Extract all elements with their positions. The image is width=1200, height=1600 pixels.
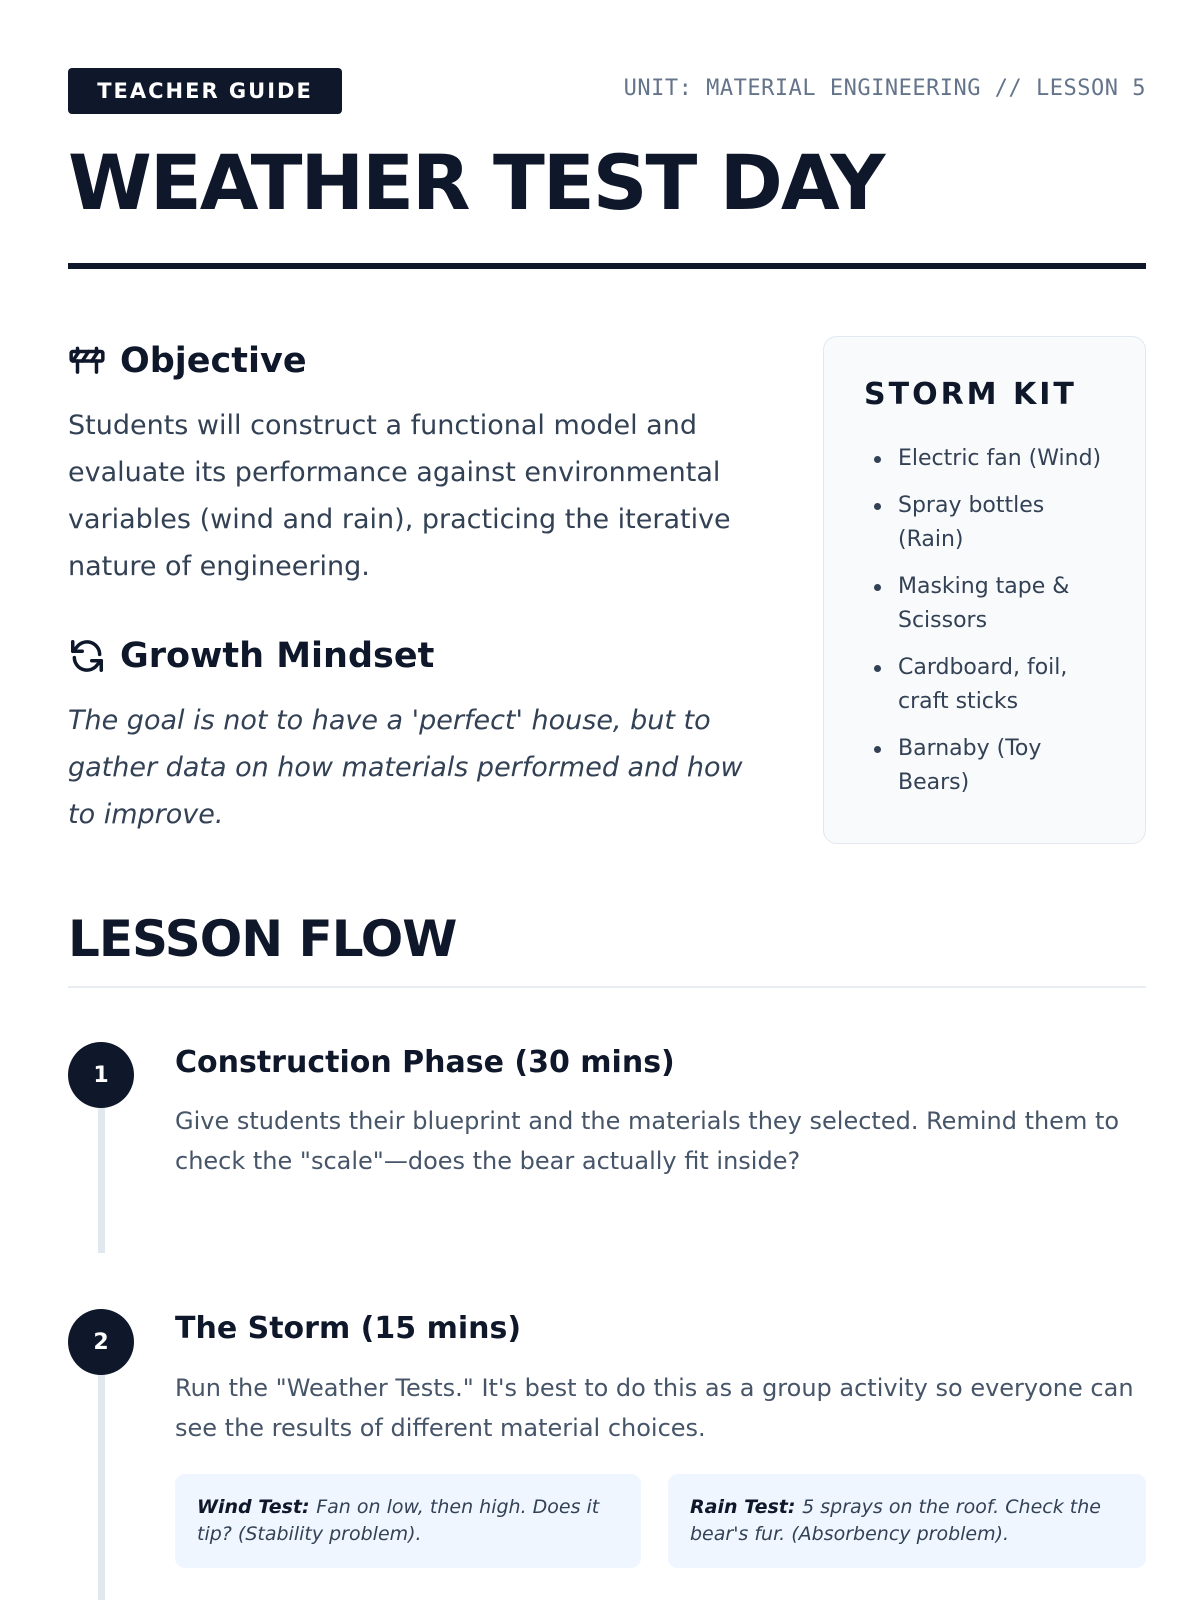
step-1-title: Construction Phase (30 mins) [175, 1045, 675, 1080]
step-2-timeline-track [98, 1345, 105, 1600]
rain-test-card [668, 1474, 1146, 1568]
step-2-title: The Storm (15 mins) [175, 1311, 522, 1346]
unit-lesson-label: UNIT: MATERIAL ENGINEERING // LESSON 5 [623, 76, 1146, 101]
storm-kit-title: STORM KIT [864, 377, 1077, 412]
list-item: Masking tape & Scissors [864, 570, 1115, 638]
step-2-number-badge: 2 [68, 1309, 134, 1375]
teacher-guide-badge: TEACHER GUIDE [68, 68, 342, 114]
objective-heading-row [68, 341, 307, 381]
step-2-text: Run the "Weather Tests." It's best to do this as a group activity so everyone can see the results of different material choices. [175, 1374, 1134, 1442]
list-item: Electric fan (Wind) [864, 442, 1115, 476]
objective-text: Students will construct a functional model and evaluate its performance against environmental variables (wind and rain), practicing the iterative nature of engineering. [68, 410, 731, 582]
list-item: Barnaby (Toy Bears) [864, 732, 1115, 800]
step-1-text: Give students their blueprint and the materials they selected. Remind them to check the "scale"—does the bear actually fit inside? [175, 1107, 1120, 1175]
list-item: Spray bottles (Rain) [864, 489, 1115, 557]
wind-test-label: Wind Test: [197, 1496, 317, 1518]
refresh-icon [68, 637, 106, 675]
growth-mindset-text: The goal is not to have a 'perfect' house, but to gather data on how materials performed and how to improve. [68, 705, 743, 830]
lesson-flow-divider [68, 986, 1146, 988]
step-1-number-badge: 1 [68, 1042, 134, 1108]
wind-test-text: Fan on low, then high. Does it tip? (Stability problem). [197, 1496, 600, 1545]
title-divider [68, 263, 1146, 269]
growth-mindset-heading-row [68, 636, 434, 676]
list-item: Cardboard, foil, craft sticks [864, 651, 1115, 719]
wind-test-card [175, 1474, 641, 1568]
objective-heading: Objective [120, 341, 307, 381]
storm-kit-card [823, 336, 1146, 844]
teacher-guide-page [68, 0, 1146, 1600]
storm-kit-list [864, 442, 1115, 800]
traffic-barrier-icon [68, 342, 106, 380]
page-title: WEATHER TEST DAY [68, 138, 884, 227]
rain-test-label: Rain Test: [690, 1496, 803, 1518]
lesson-flow-title: LESSON FLOW [68, 910, 457, 968]
rain-test-text: 5 sprays on the roof. Check the bear's fur. (Absorbency problem). [690, 1496, 1101, 1545]
growth-mindset-heading: Growth Mindset [120, 636, 435, 676]
